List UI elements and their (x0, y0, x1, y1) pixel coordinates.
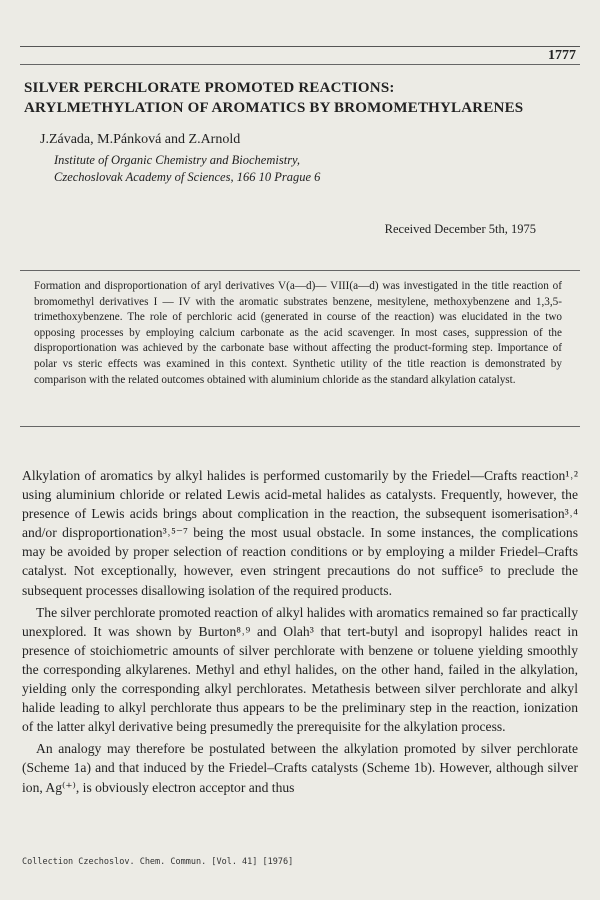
affiliation (54, 152, 320, 186)
title-line-2: ARYLMETHYLATION OF AROMATICS BY BROMOMETHYLARENES (24, 100, 524, 116)
page-number: 1777 (548, 48, 576, 63)
body-paragraph: Alkylation of aromatics by alkyl halides is performed customarily by the Friedel—Crafts reaction¹˒² using aluminium chloride or related Lewis acid-metal halides as catalysts. Frequently, however, the presence of Lewis acids brings about complication in the reaction, the subsequent isomerisation³˒⁴ and/or disproportionation³˒⁵⁻⁷ being the most usual obstacle. In some instances, the complications may be avoided by proper selection of reaction conditions or by employing a milder Friedel–Crafts catalyst. Not exceptionally, however, even stringent precautions do not suffice⁵ to preclude the subsequent processes disallowing isolation of the required products. (22, 468, 578, 598)
affiliation-line-1: Institute of Organic Chemistry and Biochemistry, (54, 153, 301, 167)
abstract-top-rule (20, 270, 580, 271)
abstract-bottom-rule (20, 426, 580, 427)
header-rule (20, 46, 580, 47)
body-paragraph: The silver perchlorate promoted reaction of alkyl halides with aromatics remained so far practically unexplored. It was shown by Burton⁸˒⁹ and Olah³ that tert-butyl and isopropyl halides react in presence of stoichiometric amounts of silver perchlorate with benzene or toluene yielding smoothly the corresponding alkylarenes. Methyl and ethyl halides, on the other hand, failed in the alkylation, yielding only the corresponding alkyl perchlorates. Metathesis between silver perchlorate and alkyl halide leading to alkyl perchlorate thus appears to be the preliminary step in the reaction, ionization of the latter alkyl derivative being presumedly the prerequisite for the alkylation process. (22, 604, 578, 735)
title-line-1: SILVER PERCHLORATE PROMOTED REACTIONS: (24, 80, 395, 96)
received-date: Received December 5th, 1975 (384, 222, 536, 236)
body-text (22, 466, 578, 800)
header-rule-lower (20, 64, 580, 65)
article-title (24, 78, 564, 118)
journal-footer: Collection Czechoslov. Chem. Commun. [Vol. 41] [1976] (22, 857, 294, 867)
abstract: Formation and disproportionation of aryl derivatives V(a—d)— VIII(a—d) was investigated in the title reaction of bromomethyl derivatives I — IV with the aromatic substrates benzene, mesitylene, methoxybenzene and 1,3,5-trimethoxybenzene. The role of perchloric acid (generated in course of the reaction) was elucidated in the two opposing processes by employing calcium carbonate as the acid scavenger. In most cases, suppression of the disproportionation was achieved by the carbonate base without affecting the product-forming step. Importance of polar vs steric effects was examined in this context. Synthetic utility of the title reaction is demonstrated by comparison with the related outcomes obtained with aluminium chloride as the standard alkylation catalyst. (34, 280, 562, 386)
affiliation-line-2: Czechoslovak Academy of Sciences, 166 10 Prague 6 (54, 170, 321, 184)
authors: J.Závada, M.Pánková and Z.Arnold (40, 132, 241, 147)
body-paragraph: An analogy may therefore be postulated between the alkylation promoted by silver perchlorate (Scheme 1a) and that induced by the Friedel–Crafts catalysts (Scheme 1b). However, although silver ion, Ag⁽⁺⁾, is obviously electron acceptor and thus (22, 741, 578, 795)
